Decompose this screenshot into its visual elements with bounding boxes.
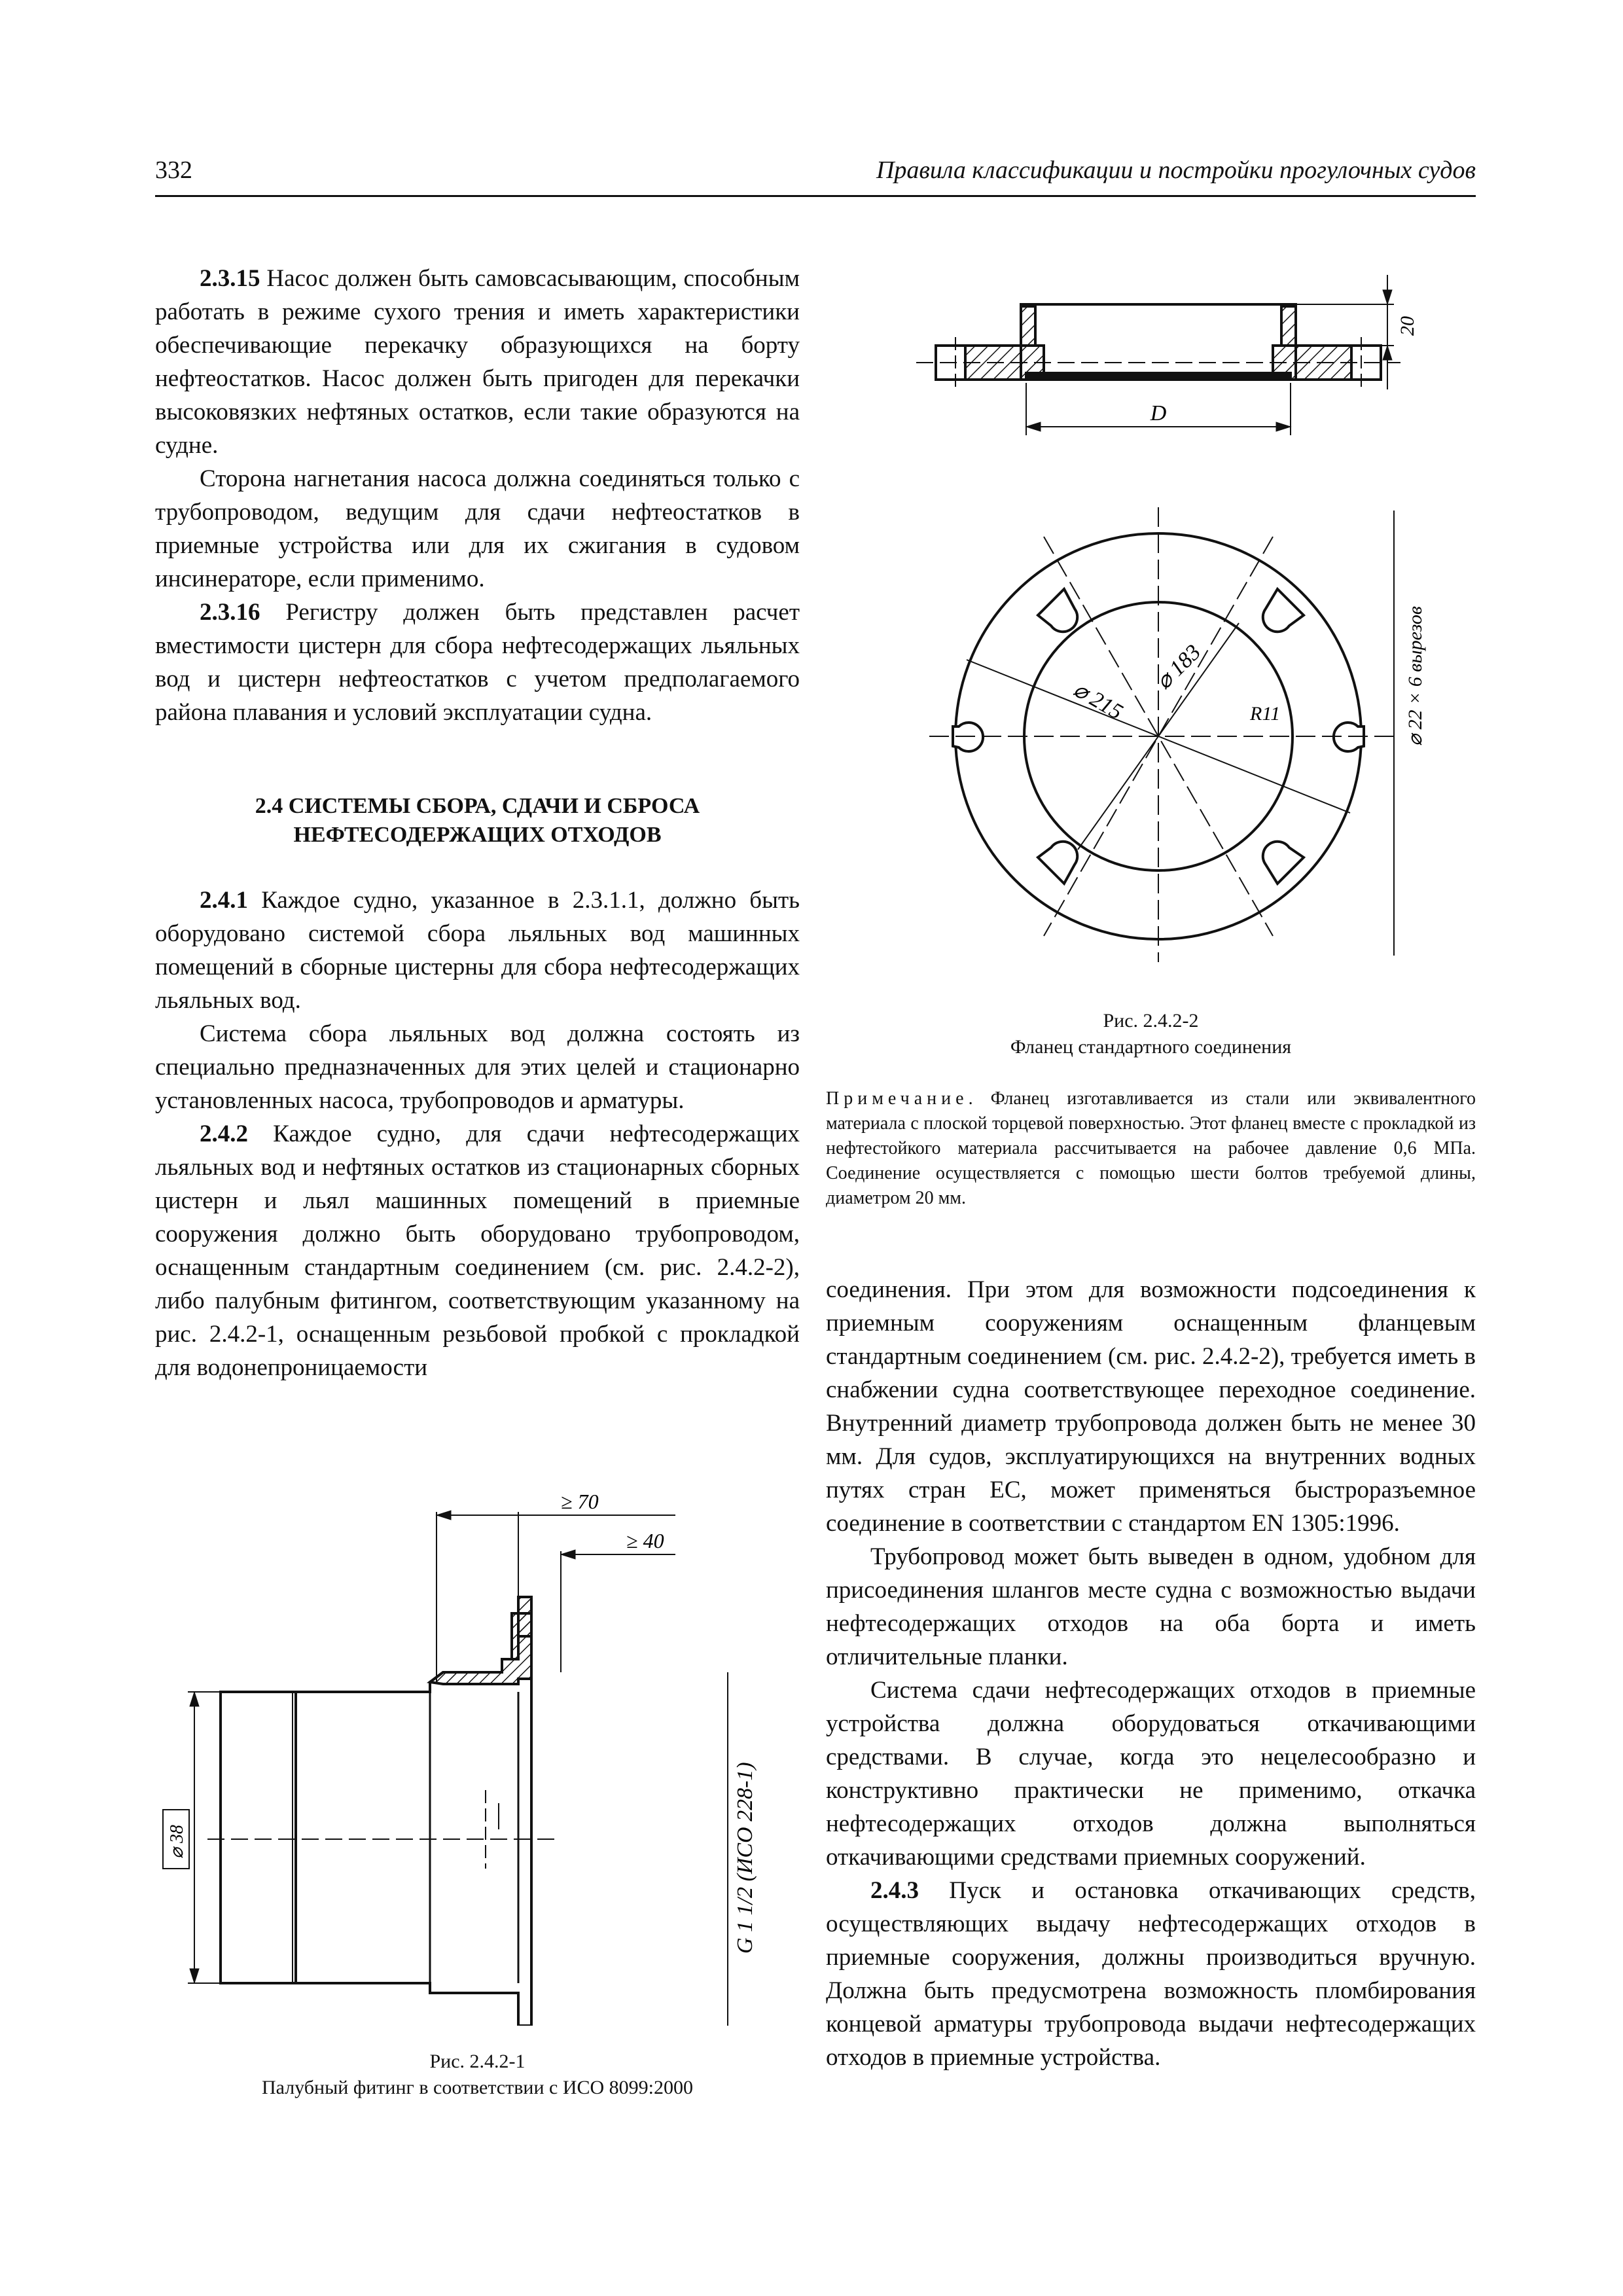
flange-front-view [929,473,1400,962]
dimension-20-label: 20 [1397,316,1418,336]
clause-number: 2.4.1 [200,887,248,914]
paragraph-text: Каждое судно, для сдачи нефтесодержащих льяльных вод и нефтяных остатков из стационарных сборных цистерн и льял машинных помещений в приемные сооружения должно быть оборудовано трубопроводом, оснащенным стандартным соединением (см. рис. 2.4.2-2), либо палубным фитингом, соответствующим указанному на рис. 2.4.2-1, оснащенным резьбовой пробкой с прокладкой для водонепроницаемости [155,1121,800,1381]
dimension-70-label: ≥ 70 [561,1490,599,1513]
figure-flange [877,275,1440,962]
clause-number: 2.4.3 [870,1877,919,1904]
thread-dimension-label: G 1 1/2 (ИСО 228-1) [733,1762,757,1954]
dimension-183-label: ⌀ 183 [1151,639,1206,694]
paragraph-text: Регистру должен быть представлен расчет вместимости цистерн для сбора нефтесодержащих льяльных вод и цистерн нефтеостатков с учетом предполагаемого района плавания и условий эксплуатации судна. [155,599,800,726]
paragraph-2-4-2 [155,1117,800,1384]
paragraph: Система сбора льяльных вод должна состоять из специально предназначенных для этих целей и стационарно установленных насоса, трубопроводов и арматуры. [155,1020,800,1114]
figure-flange-note [826,1086,1476,1211]
paragraph: Система сдачи нефтесодержащих отходов в приемные устройства должна оборудоваться откачивающими средствами. В случае, когда это нецелесообразно и конструктивно практически не применимо, откачка нефтесодержащих отходов должна выполняться откачивающими средствами приемных сооружений. [826,1677,1476,1871]
figure-fitting-caption [155,2049,800,2101]
section-heading-line: 2.4 СИСТЕМЫ СБОРА, СДАЧИ И СБРОСА [255,794,700,818]
page-header [155,156,1476,197]
paragraph-text: Каждое судно, указанное в 2.3.1.1, должно быть оборудовано системой сбора льяльных вод машинных помещений в сборные цистерны для сбора нефтесодержащих льяльных вод. [155,887,800,1014]
clause-number: 2.4.2 [200,1121,248,1147]
dimension-r11-label: R11 [1250,703,1281,725]
paragraph-2-3-16 [155,596,800,729]
clause-number: 2.3.15 [200,265,260,292]
clause-number: 2.3.16 [200,599,260,626]
right-column-bottom [826,1273,1476,2074]
slots-dimension-label: ⌀ 22 × 6 вырезов [1404,606,1426,746]
page-number: 332 [155,156,192,184]
dimension-215-label: ⌀ 215 [1069,677,1127,725]
dimension-38-label: ⌀ 38 [167,1825,187,1859]
paragraph: Сторона нагнетания насоса должна соединяться только с трубопроводом, ведущим для сдачи нефтеостатков в приемные устройства или для их сжигания в судовом инсинераторе, если применимо. [155,465,800,592]
section-heading [155,792,800,850]
left-column-top [155,262,800,729]
fitting-drawing [155,1463,800,2026]
paragraph-text: Насос должен быть самовсасывающим, способным работать в режиме сухого трения и иметь характеристики обеспечивающие перекачку образующихся на борту нефтеостатков. Насос должен быть пригоден для перекачки высоковязких нефтяных остатков, если такие образуются на судне. [155,265,800,459]
caption-title: Фланец стандартного соединения [1010,1036,1292,1058]
paragraph: Трубопровод может быть выведен в одном, удобном для присоединения шлангов месте судна с возможностью выдачи нефтесодержащих отходов на оба борта и иметь отличительные планки. [826,1543,1476,1670]
note-text: . Фланец изготавливается из стали или эквивалентного материала с плоской торцевой поверхностью. Этот фланец вместе с прокладкой из нефтестойкого материала рассчитывается на рабочее давление 0,6 МПа. Соединение осуществляется с помощью шести болтов требуемой длины, диаметром 20 мм. [826,1088,1476,1208]
caption-number: Рис. 2.4.2-1 [429,2051,526,2072]
dimension-40-label: ≥ 40 [626,1529,664,1552]
flange-drawing [877,275,1440,962]
paragraph-2-4-3 [826,1874,1476,2074]
left-column-middle [155,884,800,1384]
note-label: Примечание [826,1088,969,1109]
paragraph-continuation: соединения. При этом для возможности подсоединения к приемным сооружениям оснащенным фланцевым стандартным соединением (см. рис. 2.4.2-2), требуется иметь в снабжении судна соответствующее переходное соединение. Внутренний диаметр трубопровода должен быть не менее 30 мм. Для судов, эксплуатирующихся на внутренних водных путях стран ЕС, может применяться быстроразъемное соединение в соответствии с стандартом EN 1305:1996. [826,1276,1476,1537]
section-heading-line: НЕФТЕСОДЕРЖАЩИХ ОТХОДОВ [293,823,662,847]
paragraph-2-4-1 [155,884,800,1017]
dimension-d-label: D [1150,401,1167,425]
figure-fitting [155,1463,800,2026]
figure-flange-caption [826,1008,1476,1060]
paragraph-text: Пуск и остановка откачивающих средств, осуществляющих выдачу нефтесодержащих отходов в приемные сооружения, должны производиться вручную. Должна быть предусмотрена возможность пломбирования концевой арматуры трубопровода выдачи нефтесодержащих отходов в приемные устройства. [826,1877,1476,2071]
paragraph-2-3-15 [155,262,800,462]
caption-title: Палубный фитинг в соответствии с ИСО 8099:2000 [261,2077,694,2098]
caption-number: Рис. 2.4.2-2 [1103,1010,1199,1031]
running-title: Правила классификации и постройки прогулочных судов [876,156,1476,184]
